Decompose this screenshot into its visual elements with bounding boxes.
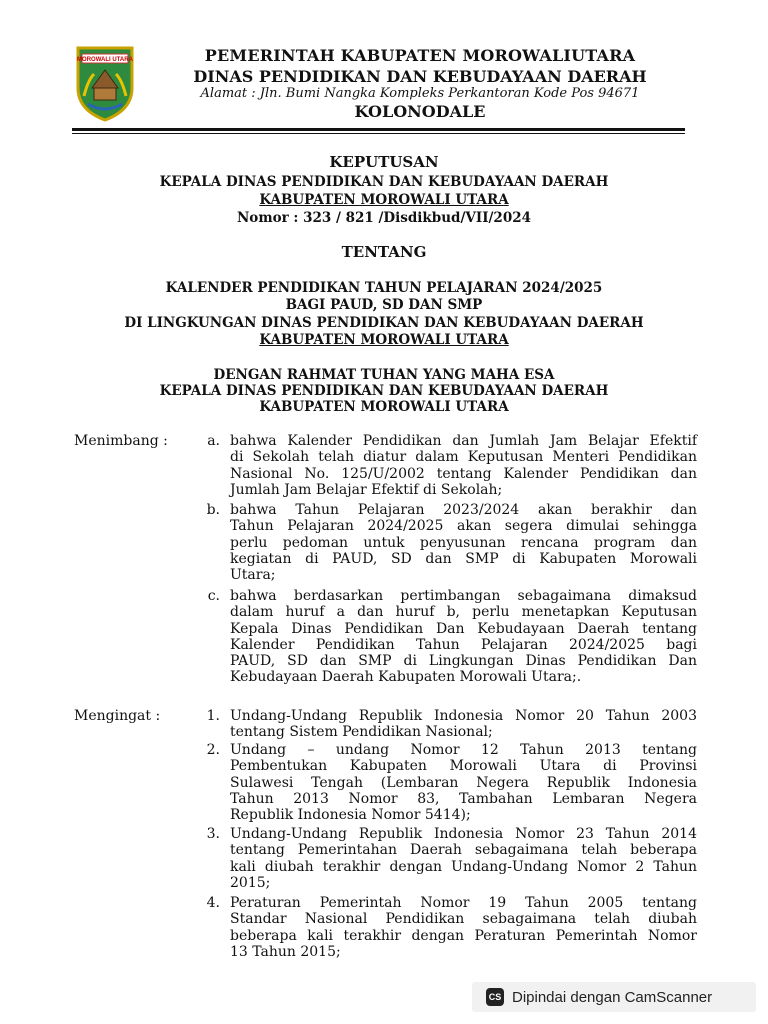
text-line: 13 Tahun 2015; xyxy=(230,943,341,960)
text-line: Tahun Pelajaran 2024/2025 akan segera dimulai sehingga xyxy=(230,518,697,535)
decree-title: KEPUTUSAN xyxy=(329,153,439,171)
text-line: Pembentukan Kabupaten Morowali Utara di Provinsi xyxy=(230,758,697,775)
regency-emblem-logo xyxy=(72,44,138,122)
text-line: tentang Pemerintahan Daerah sebagaimana telah beberapa xyxy=(230,842,697,859)
text-line: Tahun 2013 Nomor 83, Tambahan Lembaran Negera xyxy=(230,790,697,807)
text-line: Utara; xyxy=(230,567,276,584)
text-line: tentang Sistem Pendidikan Nasional; xyxy=(230,724,493,741)
text-line: Undang-Undang Republik Indonesia Nomor 20 Tahun 2003 xyxy=(230,708,697,724)
menimbang-item-c-marker: c. xyxy=(207,588,220,604)
text-line: Standar Nasional Pendidikan sebagaimana telah diubah xyxy=(230,911,697,928)
camscanner-watermark xyxy=(472,982,756,1012)
text-line: bahwa Tahun Pelajaran 2023/2024 akan berakhir dan xyxy=(230,502,697,518)
mengingat-label: Mengingat : xyxy=(74,708,161,724)
decree-regency: KABUPATEN MOROWALI UTARA xyxy=(259,192,509,208)
text-line: Kalender Pendidikan Tahun Pelajaran 2024/2025 bagi xyxy=(230,636,697,653)
text-line: perlu pedoman untuk penyusunan rencana program dan xyxy=(230,534,697,551)
subject-line-2: BAGI PAUD, SD DAN SMP xyxy=(285,297,483,313)
mengingat-item-3 xyxy=(230,826,697,891)
invocation-line-2: KEPALA DINAS PENDIDIKAN DAN KEBUDAYAAN DAERAH xyxy=(159,383,609,399)
menimbang-item-c xyxy=(230,588,697,686)
text-line: Sulawesi Tengah (Lembaran Negera Republik Indonesia xyxy=(230,774,697,791)
text-line: Nasional No. 125/U/2002 tentang Kalender Pendidikan dan xyxy=(230,465,697,482)
decree-official: KEPALA DINAS PENDIDIKAN DAN KEBUDAYAAN DAERAH xyxy=(159,174,609,190)
text-line: bahwa berdasarkan pertimbangan sebagaimana dimaksud xyxy=(230,588,697,604)
menimbang-item-b-marker: b. xyxy=(206,502,220,518)
invocation-line-3: KABUPATEN MOROWALI UTARA xyxy=(259,399,509,415)
menimbang-item-a xyxy=(230,433,697,498)
text-line: Jumlah Jam Belajar Efektif di Sekolah; xyxy=(230,481,503,498)
invocation-line-1: DENGAN RAHMAT TUHAN YANG MAHA ESA xyxy=(213,367,555,383)
text-line: Republik Indonesia Nomor 5414); xyxy=(230,807,471,824)
text-line: Kebudayaan Daerah Kabupaten Morowali Utara;. xyxy=(230,669,582,686)
text-line: Peraturan Pemerintah Nomor 19 Tahun 2005 tentang xyxy=(230,895,697,911)
text-line: 2015; xyxy=(230,874,271,891)
letterhead-city: KOLONODALE xyxy=(354,102,486,121)
decree-number: Nomor : 323 / 821 /Disdikbud/VII/2024 xyxy=(236,210,532,226)
mengingat-item-4-marker: 4. xyxy=(206,895,220,911)
text-line: beberapa kali terakhir dengan Peraturan Pemerintah Nomor xyxy=(230,927,697,944)
subject-line-4: KABUPATEN MOROWALI UTARA xyxy=(259,332,509,348)
menimbang-item-a-marker: a. xyxy=(207,433,220,449)
text-line: kegiatan di PAUD, SD dan SMP di Kabupaten Morowali xyxy=(230,550,697,567)
mengingat-item-4 xyxy=(230,895,697,960)
text-line: Undang – undang Nomor 12 Tahun 2013 tentang xyxy=(230,742,697,758)
text-line: bahwa Kalender Pendidikan dan Jumlah Jam Belajar Efektif xyxy=(230,433,697,449)
mengingat-item-3-marker: 3. xyxy=(206,826,220,842)
emblem-text: MOROWALI UTARA xyxy=(77,57,133,63)
text-line: PAUD, SD dan SMP di Lingkungan Dinas Pendidikan Dan xyxy=(230,653,697,670)
decree-about: TENTANG xyxy=(341,243,427,261)
menimbang-label: Menimbang : xyxy=(74,433,168,449)
mengingat-item-1-marker: 1. xyxy=(206,708,220,724)
letterhead-address: Alamat : Jln. Bumi Nangka Kompleks Perkantoran Kode Pos 94671 xyxy=(200,86,640,101)
letterhead-government: PEMERINTAH KABUPATEN MOROWALIUTARA xyxy=(204,46,636,65)
camscanner-label: Dipindai dengan CamScanner xyxy=(512,988,713,1006)
camscanner-icon: CS xyxy=(486,988,504,1006)
mengingat-item-1 xyxy=(230,708,697,741)
letterhead-divider-thick xyxy=(72,128,685,131)
text-line: Undang-Undang Republik Indonesia Nomor 23 Tahun 2014 xyxy=(230,826,697,842)
text-line: Kepala Dinas Pendidikan Dan Kebudayaan Daerah tentang xyxy=(230,620,697,637)
mengingat-item-2 xyxy=(230,742,697,823)
letterhead-agency: DINAS PENDIDIKAN DAN KEBUDAYAAN DAERAH xyxy=(193,67,647,86)
text-line: dalam huruf a dan huruf b, perlu menetapkan Keputusan xyxy=(230,604,697,621)
subject-line-1: KALENDER PENDIDIKAN TAHUN PELAJARAN 2024/2025 xyxy=(165,280,603,296)
menimbang-item-b xyxy=(230,502,697,583)
text-line: di Sekolah telah diatur dalam Keputusan Menteri Pendidikan xyxy=(230,449,697,466)
mengingat-item-2-marker: 2. xyxy=(206,742,220,758)
letterhead-divider-thin xyxy=(72,133,685,134)
subject-line-3: DI LINGKUNGAN DINAS PENDIDIKAN DAN KEBUDAYAAN DAERAH xyxy=(124,315,644,331)
text-line: kali diubah terakhir dengan Undang-Undang Nomor 2 Tahun xyxy=(230,858,697,875)
